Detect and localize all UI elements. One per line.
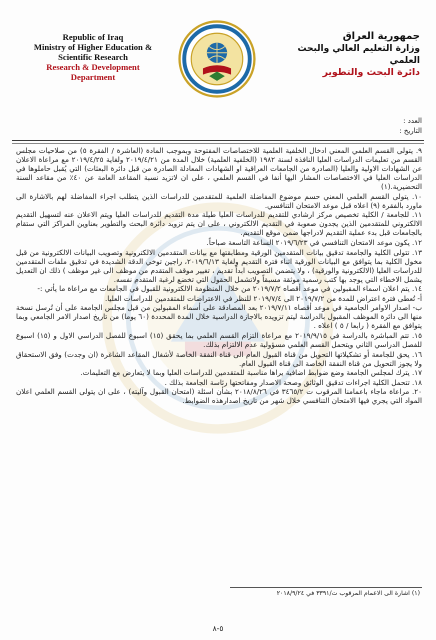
paragraph-11: ١١. للجامعة / الكلية تخصيص مركز ارشادي للتقديم للدراسات العليا طيلة مدة التقديم للدراسات العليا ويتم الاعلان عنه لتسهيل التقديم الالكتروني للمتقدمين الذين يجدون صعوبة في التقديم الالكتروني ، على ان يتم تزويد دائرة البحث والتطوير بعناوين المراكز التي ستقام بالجامعات قبل بدء عملية التقديم لادراجها ضمن موقع التقديم. xyxy=(16,210,422,238)
letterhead-en-department: Research & Development xyxy=(46,62,140,72)
paragraph-14: ١٤. يتم اعلان اسماء المقبولين في موعد أقصاه ٢٠١٩/٧/٢ من خلال المنظومة الالكترونية للقبول في الجامعات مع مراعاة ما يأتي :- xyxy=(37,284,422,294)
letterhead-ar-republic: جمهورية العراق xyxy=(342,31,420,42)
english-letterhead xyxy=(18,32,168,82)
date-label: التاريخ : xyxy=(399,127,422,135)
arabic-letterhead xyxy=(280,30,420,79)
ministry-emblem-logo xyxy=(178,20,256,98)
paragraph-17: ١٧. يترك لمجلس الجامعة وضع ضوابط اضافية يراها مناسبة للمتقدمين للدراسات العليا وبما لا يتعارض مع التعليمات. xyxy=(80,368,422,378)
paragraph-10: ١٠. يتولى القسم العلمي المعني حسم موضوع المفاضلة العلمية للمتقدمين للدراسات الذين يتطلب اجراء المفاضلة لهم بالاشارة الى ماورد بالفقرة (٩) اعلاه قبل موعد الامتحان التنافسي. xyxy=(16,191,422,210)
number-date-block xyxy=(399,116,422,136)
paragraph-13: ١٣. تتولى الكلية والجامعة تدقيق بيانات المتقدمين الورقية ومطابقتها مع بيانات المتقدمين الالكترونية وتصويب البيانات الالكترونية من قبل مخول الكلية بما يتوافق مع البيانات الورقية اثناء فترة التقديم ولغاية ٢٠١٩/٦/١٣، راجين توخي الدقة الشديدة في تدقيق ملفات المتقدمين للدراسات العليا (الالكترونية والورقية) ، ولا يتضمن التصويب ابداً تقديم ، تغيير موقف المتقدم من موظف الى غير موظف ) ذلك ان التعديل يشمل الاخطاء التي يوجد بها كتب رسمية موثقة مسبقاً ولاتشمل الحقول التي تخضع لرغبة المتقدم نفسه. xyxy=(16,247,422,284)
letterhead-ar-ministry: وزارة التعليم العالي والبحث العلمي xyxy=(297,44,420,66)
paragraph-15: ١٥. تتم المباشرة بالدراسة في ٢٠١٩/٩/١٥ مع مراعاة التزام القسم العلمي بما يحقق (١٥) اسبوع للفصل الدراسي الاول و (١٥) اسبوع للفصل الدراسي الثاني ويتحمل القسم العلمي مسؤولية عدم الالتزام بذلك. xyxy=(16,330,422,349)
letterhead-ar-department: دائرة البحث والتطوير xyxy=(322,67,420,78)
number-label: العدد : xyxy=(403,117,422,125)
letterhead-en-research: Scientific Research xyxy=(58,52,128,62)
document-body xyxy=(16,146,422,406)
letterhead-en-republic: Republic of Iraq xyxy=(62,32,124,42)
footnote-divider xyxy=(230,587,422,588)
header-divider-thin xyxy=(12,143,424,144)
letterhead-en-ministry: Ministry of Higher Education & xyxy=(33,42,153,52)
letterhead-en-department-word: Department xyxy=(70,72,116,82)
paragraph-9: ٩. يتولى القسم العلمي المعني ادخال الخلفية العلمية للاختصاصات المفتوحة وبموجب المادة (العاشرة / الفقرة ٥) من صلاحيات مجلس القسم من تعليمات الدراسات العليا النافذة لسنة ١٩٨٢ (الخلفية العلمية) خلال المدة من ٢٠١٩/٤/٢١ ولغاية ٢٠١٩/٤/٢٥ مع مراعاة الاعلان عن الشهادات الاولية والعليا (الصادرة من الجامعات العراقية او الشهادات المعادلة الصادرة من قبل دائرة البعثات) التي يُقبل حاملوها في الدراسات العليا في الاختصاصات المشار اليها أنفا في القسم العلمي ، على ان لاتزيد نسبة المقاعد العامة عن ٤٠٪ من مقاعد السنة التحضيرية.(١) xyxy=(16,146,422,192)
footnote: (١) اشارة الى الاعمام المرقوب ت/٣٣٩١ في ٢٠١٨/٩/٢٤ xyxy=(276,590,420,597)
header-divider xyxy=(12,140,424,141)
paragraph-18: ١٨. تتحمل الكلية اجراءات تدقيق الوثائق وصحة الاصدار ومفاتحتها رئاسة الجامعة بذلك . xyxy=(164,377,422,387)
paragraph-14b: ب- اصدار الاوامر الجامعية في موعد أقصاه ٢٠١٩/٧/١١ بعد المصادقة على أسماء المقبولين من قبل مجلس الجامعة على أن تُرسل نسخة منها الى دائرة الموظف المقبول بالدراسة ليتم تزويده بالاجازة الدراسية خلال المدة المحددة (٦٠ يوما) من تاريخ اصدار الامر الجامعي وبما يتوافق مع الفقرة ( رابعا / ٥ ) اعلاه . xyxy=(16,303,422,331)
page-number: ٥-٨ xyxy=(212,624,224,633)
paragraph-12: ١٢. يكون موعد الامتحان التنافسي في ٢٠١٩/٦/٢٣ الساعة التاسعة صباحاً. xyxy=(206,237,422,247)
paragraph-14a: أ- تُعطى فترة اعتراض للمدة من ٢٠١٩/٧/٢ الى ٢٠١٩/٧/٤ للنظر في الاعتراضات للمتقدمين للدراسات العليا. xyxy=(104,293,422,303)
paragraph-16: ١٦. يحق للجامعة أو تشكيلاتها التحويل من قناة القبول العام الى قناة النفقة الخاصة لأشغال المقاعد الشاغرة (ان وجدت) وفق الاستحقاق ولا يجوز التحويل من قناة النفقة الخاصة الى قناة القبول العام. xyxy=(16,349,422,368)
paragraph-20: ٢٠. مراعاة ماجاء باعمامنا المرقوب ت ٣٤٦٥/٢ في ٢٠١٨/٨/٢٦ بشأن اسئلة (امتحان القبول وآليته) ، على ان يتولى القسم العلمي اعلان المواد التي يجري فيها الامتحان التنافسي خلال شهر من تاريخ اصدارهذه الضوابط. xyxy=(16,387,423,406)
